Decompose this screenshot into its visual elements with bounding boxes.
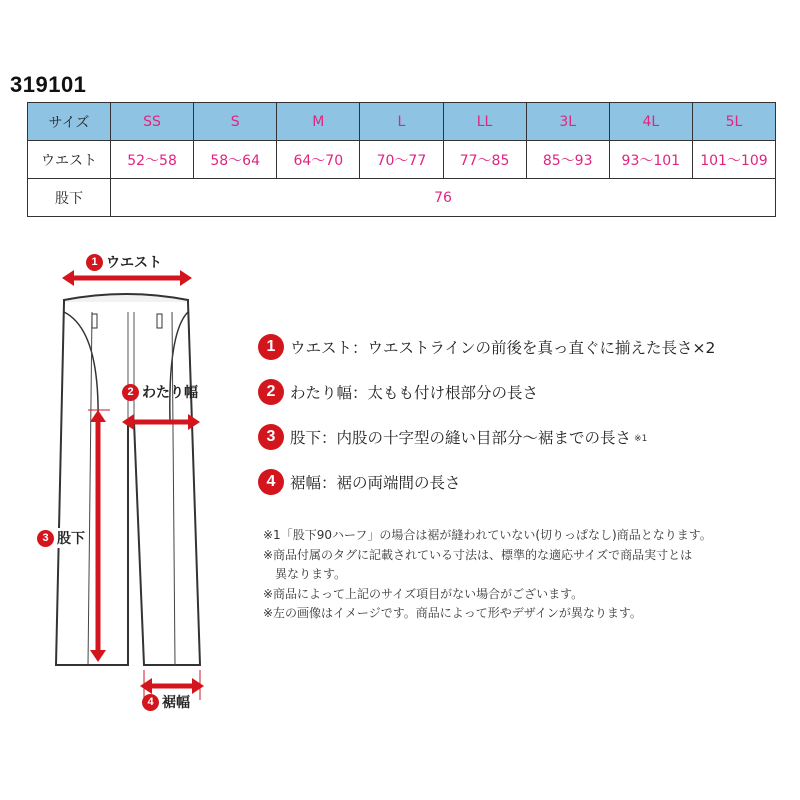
size-cell: L: [360, 103, 443, 141]
note-line: ※商品によって上記のサイズ項目がない場合がございます。: [263, 586, 584, 601]
hem-num-badge: 4: [142, 694, 159, 711]
size-cell: 4L: [609, 103, 692, 141]
waist-diagram-text: ウエスト: [106, 255, 162, 271]
size-cell: LL: [443, 103, 526, 141]
waist-cell: 85〜93: [526, 141, 609, 179]
pants-illustration: [0, 240, 240, 720]
product-code: 319101: [10, 72, 87, 97]
legend-item-hem: [258, 471, 788, 493]
waist-cell: 101〜109: [692, 141, 775, 179]
inseam-diagram-label: [37, 528, 85, 548]
waist-num-badge: 1: [86, 254, 103, 271]
waist-cell: 52〜58: [111, 141, 194, 179]
legend-num-badge: 2: [258, 379, 284, 405]
thigh-diagram-text: わたり幅: [142, 385, 198, 401]
pants-diagram: [0, 240, 240, 720]
thigh-diagram-label: [122, 382, 198, 402]
hem-diagram-text: 裾幅: [162, 695, 190, 711]
waist-arrow: [62, 270, 192, 286]
size-cell: M: [277, 103, 360, 141]
note-line: 異なります。: [275, 567, 347, 581]
note-line: ※左の画像はイメージです。商品によって形やデザインが異なります。: [263, 606, 642, 620]
footnote-marker: ※1: [634, 434, 648, 444]
inseam-cell: 76: [111, 179, 776, 217]
legend-desc: ：裾の両端間の長さ: [321, 474, 461, 492]
waist-cell: 58〜64: [194, 141, 277, 179]
legend-num-badge: 4: [258, 469, 284, 495]
hem-diagram-label: [142, 692, 190, 712]
legend-num-badge: 1: [258, 334, 284, 360]
size-table: [27, 102, 776, 217]
size-cell: 5L: [692, 103, 775, 141]
waist-row: [28, 141, 776, 179]
size-cell: SS: [111, 103, 194, 141]
legend-term: 裾幅: [290, 474, 322, 492]
legend-term: わたり幅: [290, 384, 353, 402]
legend-desc: ：内股の十字型の縫い目部分〜裾までの長さ: [321, 429, 632, 447]
waist-diagram-label: [86, 252, 162, 272]
legend-item-inseam: [258, 426, 788, 448]
legend-term: ウエスト: [290, 339, 353, 357]
waist-row-label: ウエスト: [28, 141, 111, 179]
thigh-num-badge: 2: [122, 384, 139, 401]
measurement-legend: [258, 336, 788, 516]
size-header-label: サイズ: [28, 103, 111, 141]
legend-item-thigh: [258, 381, 788, 403]
waist-cell: 93〜101: [609, 141, 692, 179]
notes-block: [263, 526, 783, 624]
note-line: ※商品付属のタグに記載されている寸法は、標準的な適応サイズで商品実寸とは: [263, 547, 693, 562]
inseam-num-badge: 3: [37, 530, 54, 547]
legend-desc: ：ウエストラインの前後を真っ直ぐに揃えた長さ×2: [352, 339, 716, 357]
size-cell: 3L: [526, 103, 609, 141]
size-header-row: [28, 103, 776, 141]
inseam-row-label: 股下: [28, 179, 111, 217]
size-cell: S: [194, 103, 277, 141]
legend-item-waist: [258, 336, 788, 358]
waist-cell: 77〜85: [443, 141, 526, 179]
note-line: ※1「股下90ハーフ」の場合は裾が縫われていない(切りっぱなし)商品となります。: [263, 528, 712, 542]
legend-num-badge: 3: [258, 424, 284, 450]
inseam-diagram-text: 股下: [57, 531, 85, 547]
legend-desc: ：太もも付け根部分の長さ: [352, 384, 539, 402]
inseam-row: [28, 179, 776, 217]
waist-cell: 64〜70: [277, 141, 360, 179]
waist-cell: 70〜77: [360, 141, 443, 179]
legend-term: 股下: [290, 429, 322, 447]
